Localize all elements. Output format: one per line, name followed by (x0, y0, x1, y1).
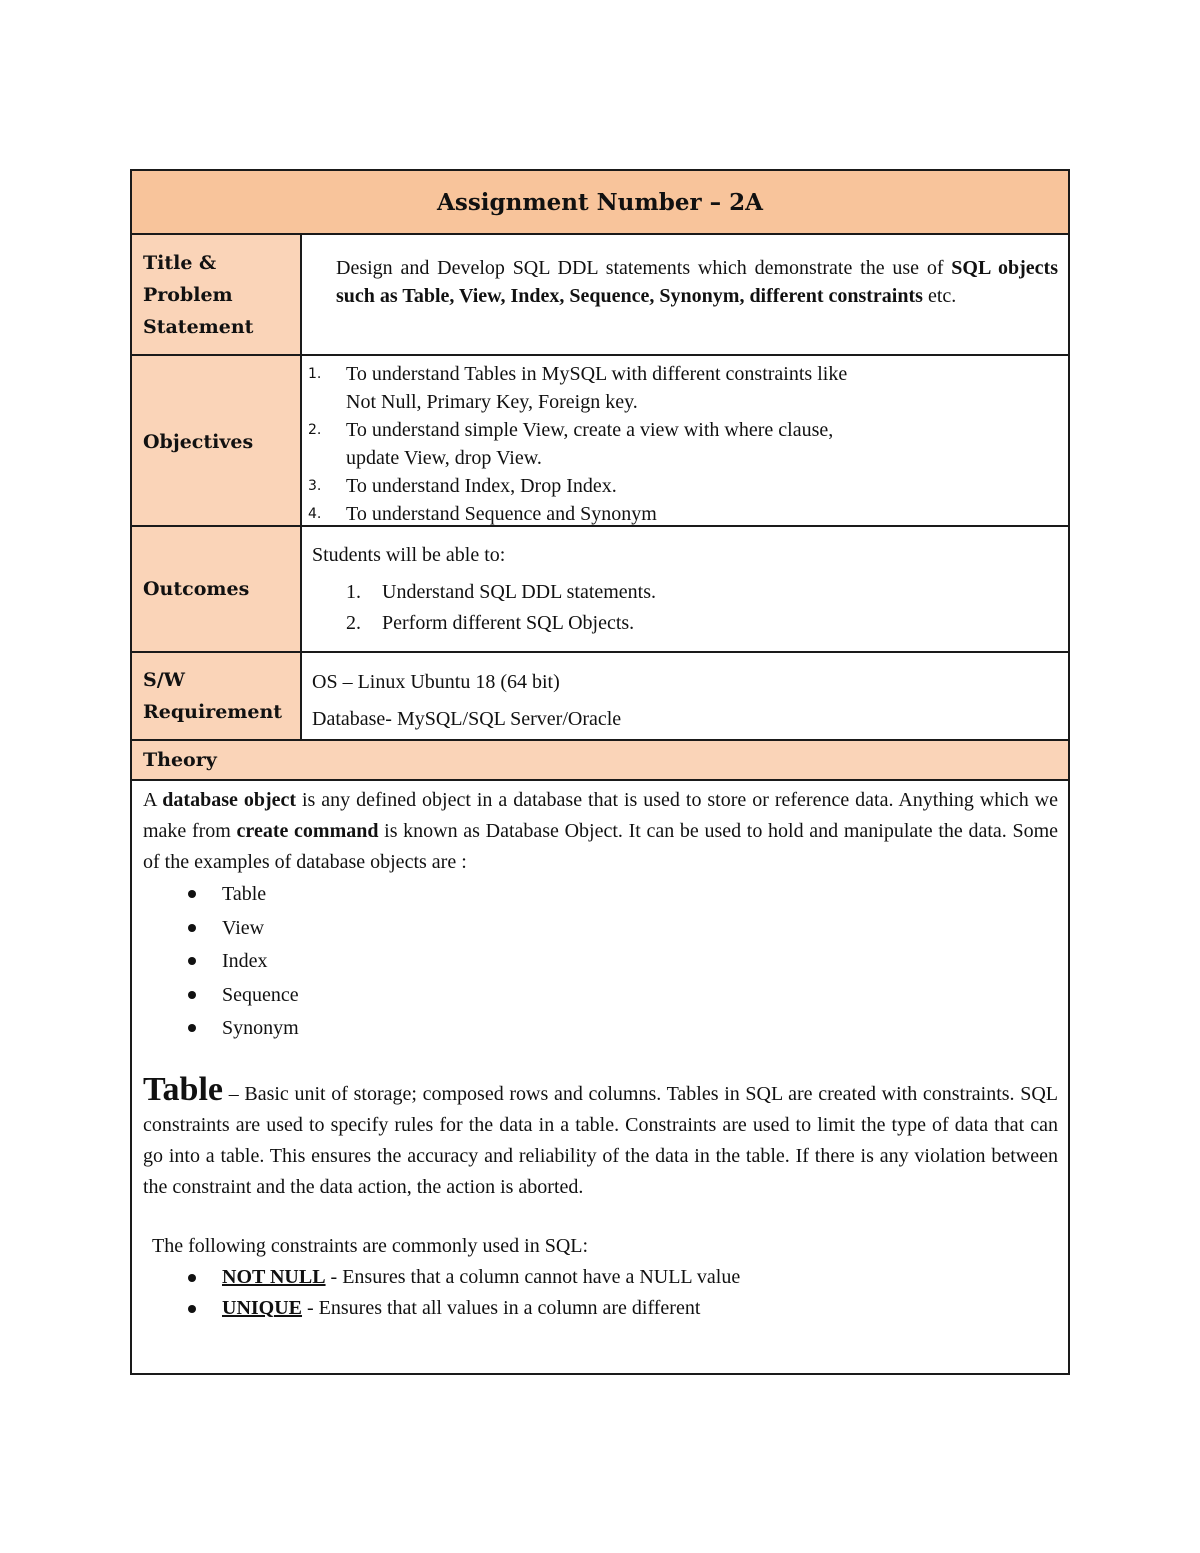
constraints-list (143, 1262, 1058, 1324)
text-run: A (143, 789, 163, 811)
outcomes-list (312, 577, 1068, 639)
database-objects-list (143, 878, 1058, 1046)
objective-item (308, 416, 1068, 472)
list-item-text: Index (222, 950, 268, 972)
bullet-icon (188, 1305, 196, 1313)
problem-text-bold: SQL objects such as Table, View, Index, Sequence, Synonym, different constraints (336, 257, 1058, 307)
text-run-bold: database object (162, 789, 297, 811)
os-requirement: OS – Linux Ubuntu 18 (64 bit) (312, 671, 560, 693)
objective-number: 4. (308, 506, 322, 522)
outcomes-label: Outcomes (132, 527, 302, 651)
list-item-text: Table (222, 883, 267, 905)
assignment-title-text: Assignment Number – 2A (437, 188, 763, 216)
outcome-item (346, 608, 1068, 639)
list-item (222, 945, 1058, 979)
list-item-text: Synonym (222, 1017, 299, 1039)
title-problem-row (132, 235, 1068, 356)
objective-item (308, 472, 1068, 500)
assignment-sheet (130, 169, 1070, 1375)
title-problem-label (132, 235, 302, 354)
sw-requirement-label (132, 653, 302, 739)
text-run-bold: create command (236, 820, 379, 842)
bullet-icon (188, 924, 196, 932)
problem-statement (302, 235, 1068, 354)
theory-intro-paragraph (143, 785, 1058, 878)
list-item (222, 878, 1058, 912)
objective-item (308, 360, 1068, 416)
bullet-icon (188, 1024, 196, 1032)
problem-text: Design and Develop SQL DDL statements which demonstrate the use of (336, 257, 952, 279)
bullet-icon (188, 957, 196, 965)
outcomes-intro: Students will be able to: (312, 544, 506, 566)
label-line: Problem (143, 283, 233, 306)
list-item (222, 1293, 1058, 1324)
objective-number: 3. (308, 478, 322, 494)
constraint-description: - Ensures that a column cannot have a NULL value (325, 1265, 741, 1288)
objective-line: To understand Tables in MySQL with different constraints like (346, 363, 848, 385)
outcome-number: 2. (346, 612, 361, 634)
objectives-content (302, 356, 1068, 525)
outcome-number: 1. (346, 581, 361, 603)
bullet-icon (188, 991, 196, 999)
problem-text-end: etc. (922, 285, 957, 307)
label-line: S/W (143, 669, 185, 691)
objective-number: 2. (308, 422, 322, 438)
list-item-text: Sequence (222, 983, 299, 1006)
theory-heading: Theory (132, 741, 1068, 781)
assignment-title (132, 171, 1068, 235)
objective-line: update View, drop View. (346, 447, 542, 469)
constraint-keyword: NOT NULL (222, 1265, 326, 1288)
label-line: Requirement (143, 701, 283, 723)
objective-line: Not Null, Primary Key, Foreign key. (346, 391, 638, 413)
outcomes-content (302, 527, 1068, 651)
list-item (222, 979, 1058, 1013)
outcome-item (346, 577, 1068, 608)
objective-line: To understand Index, Drop Index. (346, 475, 617, 497)
list-item (222, 1262, 1058, 1293)
list-item (222, 912, 1058, 946)
table-description: – Basic unit of storage; composed rows and columns. Tables in SQL are created with constraints. SQL constraints are used to specify rules for the data in a table. Constraints are used to limit the type of data that can go into a table. This ensures the accuracy and reliability of the data in the table. If there is any violation between the constraint and the data action, the action is aborted. (143, 1082, 1058, 1198)
objective-line: To understand simple View, create a view with where clause, (346, 419, 834, 441)
text-run: is known as Database Object. It can be used to hold and manipulate the data. Some of the examples of database objects are : (143, 820, 1059, 873)
constraints-intro: The following constraints are commonly used in SQL: (152, 1234, 589, 1257)
label-line: Statement (143, 315, 254, 338)
list-item (222, 1012, 1058, 1046)
sw-requirement-row (132, 653, 1068, 741)
objective-number: 1. (308, 366, 322, 382)
theory-section (132, 781, 1068, 1373)
list-item-text: View (222, 916, 265, 939)
outcomes-row (132, 527, 1068, 653)
table-paragraph (143, 1070, 1058, 1203)
bullet-icon (188, 1274, 196, 1282)
sw-requirement-content (302, 653, 1068, 739)
objectives-row (132, 356, 1068, 527)
label-line: Title & (143, 251, 217, 274)
database-requirement: Database- MySQL/SQL Server/Oracle (312, 708, 622, 730)
objective-line: To understand Sequence and Synonym (346, 503, 657, 525)
outcome-text: Perform different SQL Objects. (382, 612, 635, 634)
table-heading-word: Table (143, 1070, 224, 1108)
constraint-description: - Ensures that all values in a column are different (302, 1296, 701, 1319)
objectives-list (302, 360, 1068, 528)
objectives-label: Objectives (132, 356, 302, 525)
constraint-keyword: UNIQUE (222, 1296, 303, 1319)
bullet-icon (188, 890, 196, 898)
text-run: is any defined object in a database that is used to store or reference data. Anything which we make from (143, 789, 1059, 842)
outcome-text: Understand SQL DDL statements. (382, 581, 657, 603)
objective-item (308, 500, 1068, 528)
